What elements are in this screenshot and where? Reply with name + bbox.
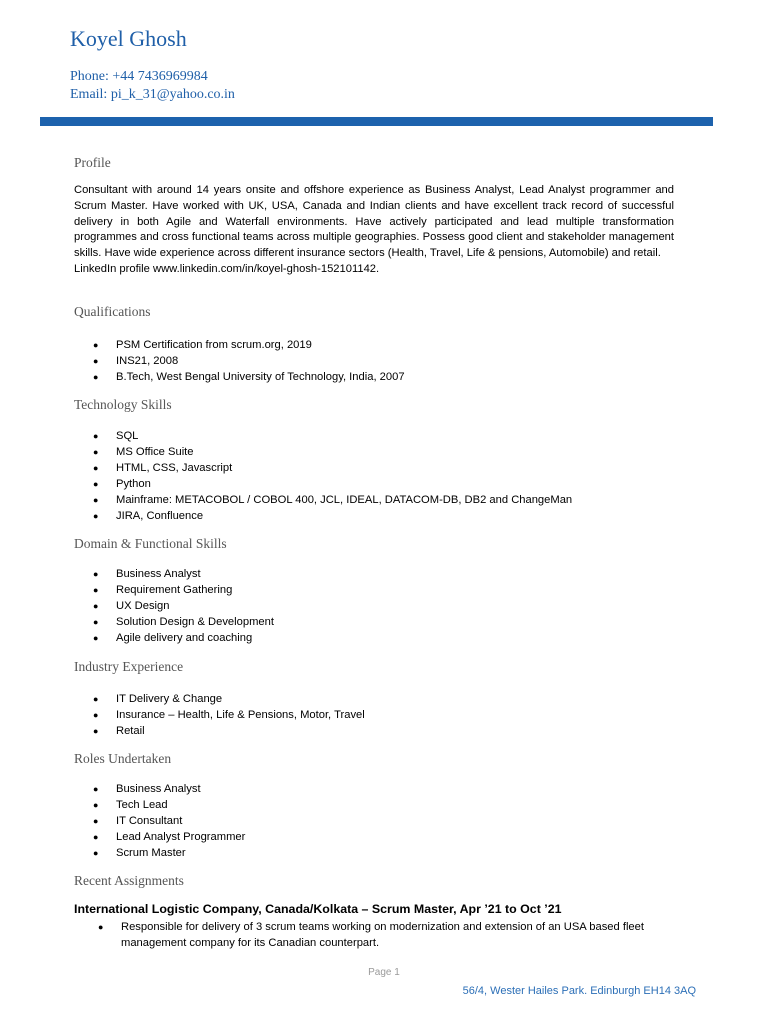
list-item: ● Solution Design & Development bbox=[93, 616, 274, 628]
header-divider bbox=[40, 117, 713, 126]
domain-skills-list bbox=[74, 566, 274, 646]
list-item: ● HTML, CSS, Javascript bbox=[93, 462, 233, 474]
bullet-icon: ● bbox=[93, 431, 99, 441]
bullet-icon: ● bbox=[93, 356, 99, 366]
bullet-icon: ● bbox=[93, 816, 99, 826]
list-item: ● SQL bbox=[93, 430, 139, 442]
assignments-heading: Recent Assignments bbox=[74, 873, 184, 888]
email-address: Email: pi_k_31@yahoo.co.in bbox=[70, 87, 235, 102]
list-item: ● Requirement Gathering bbox=[93, 584, 233, 596]
qualifications-list bbox=[74, 337, 405, 385]
list-item: ● MS Office Suite bbox=[93, 446, 194, 458]
list-item: ● Mainframe: METACOBOL / COBOL 400, JCL, IDEAL, DATACOM-DB, DB2 and ChangeMan bbox=[93, 494, 573, 506]
list-item: ● Lead Analyst Programmer bbox=[93, 831, 246, 843]
industry-experience-list bbox=[74, 691, 365, 739]
bullet-icon: ● bbox=[93, 585, 99, 595]
list-item: ● JIRA, Confluence bbox=[93, 510, 204, 522]
list-item: ● IT Delivery & Change bbox=[93, 693, 223, 705]
industry-experience-heading: Industry Experience bbox=[74, 659, 184, 674]
list-item: ● Retail bbox=[93, 725, 145, 737]
bullet-icon: ● bbox=[93, 447, 99, 457]
qualifications-heading: Qualifications bbox=[74, 304, 151, 319]
bullet-icon: ● bbox=[93, 710, 99, 720]
list-item: ● INS21, 2008 bbox=[93, 355, 179, 367]
list-item: ● Business Analyst bbox=[93, 568, 201, 580]
footer-address: 56/4, Wester Hailes Park. Edinburgh EH14 3AQ bbox=[462, 985, 696, 997]
list-item: ● Insurance – Health, Life & Pensions, Motor, Travel bbox=[93, 709, 365, 721]
profile-heading: Profile bbox=[74, 155, 111, 170]
list-item: ● Tech Lead bbox=[93, 799, 168, 811]
bullet-icon: ● bbox=[93, 832, 99, 842]
list-item: ● IT Consultant bbox=[93, 815, 183, 827]
bullet-icon: ● bbox=[93, 340, 99, 350]
bullet-icon: ● bbox=[93, 511, 99, 521]
profile-body: Consultant with around 14 years onsite and offshore experience as Business Analyst, Lead Analyst programmer and Scrum Master. Have worked with UK, USA, Canada and Indian clients and have excellent track record of successful delivery in both Agile and Waterfall environments. Have actively participated and lead multiple transformation programmes and cross functional teams across multiple geographies. Possess good client and stakeholder management skills. Have wide experience across different insurance sectors (Health, Travel, Life & pensions, Automobile) and retail. bbox=[74, 184, 674, 260]
assignment-title: International Logistic Company, Canada/Kolkata – Scrum Master, Apr ’21 to Oct ’21 bbox=[74, 902, 562, 916]
bullet-icon: ● bbox=[93, 372, 99, 382]
roles-list bbox=[74, 781, 245, 861]
bullet-icon: ● bbox=[93, 617, 99, 627]
profile-summary bbox=[74, 183, 674, 278]
bullet-icon: ● bbox=[93, 601, 99, 611]
list-item: ● PSM Certification from scrum.org, 2019 bbox=[93, 339, 312, 351]
technology-skills-list bbox=[74, 428, 572, 524]
bullet-icon: ● bbox=[93, 694, 99, 704]
technology-skills-heading: Technology Skills bbox=[74, 397, 172, 412]
bullet-icon: ● bbox=[93, 800, 99, 810]
list-item: ● Python bbox=[93, 478, 151, 490]
list-item: ● UX Design bbox=[93, 600, 170, 612]
roles-heading: Roles Undertaken bbox=[74, 751, 172, 766]
list-item: ● Scrum Master bbox=[93, 847, 186, 859]
bullet-icon: ● bbox=[93, 479, 99, 489]
candidate-name: Koyel Ghosh bbox=[70, 26, 187, 51]
bullet-icon: ● bbox=[98, 922, 104, 932]
bullet-icon: ● bbox=[93, 848, 99, 858]
domain-skills-heading: Domain & Functional Skills bbox=[74, 536, 227, 551]
assignment-description: Responsible for delivery of 3 scrum teams working on modernization and extension of an USA based fleet management company for its Canadian counterpart. bbox=[121, 921, 644, 949]
bullet-icon: ● bbox=[93, 463, 99, 473]
list-item: ● Agile delivery and coaching bbox=[93, 632, 253, 644]
phone-number: Phone: +44 7436969984 bbox=[70, 69, 208, 84]
list-item: ● B.Tech, West Bengal University of Technology, India, 2007 bbox=[93, 371, 405, 383]
bullet-icon: ● bbox=[93, 784, 99, 794]
list-item: ● Business Analyst bbox=[93, 783, 201, 795]
bullet-icon: ● bbox=[93, 726, 99, 736]
bullet-icon: ● bbox=[93, 633, 99, 643]
page-number: Page 1 bbox=[368, 967, 400, 978]
bullet-icon: ● bbox=[93, 569, 99, 579]
linkedin-profile: LinkedIn profile www.linkedin.com/in/koyel-ghosh-152101142. bbox=[74, 262, 380, 275]
bullet-icon: ● bbox=[93, 495, 99, 505]
